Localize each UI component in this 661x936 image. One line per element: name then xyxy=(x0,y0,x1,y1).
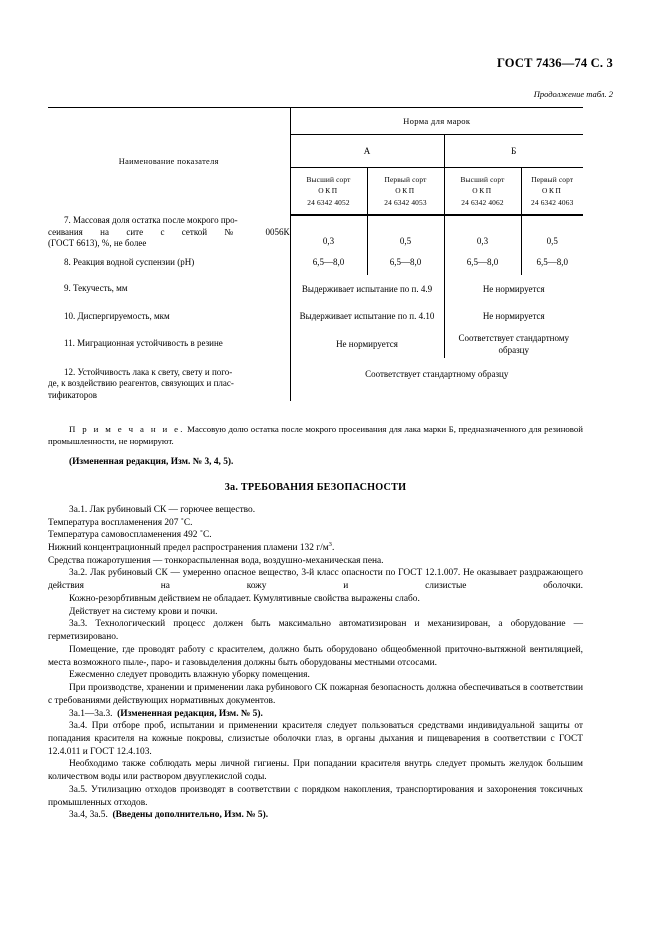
flame-limit-text: Нижний концентрационный предел распространения пламени 132 г/м xyxy=(48,542,329,553)
row-7-value-b-first: 0,5 xyxy=(521,215,583,250)
running-head-standard: ГОСТ 7436—74 С. 3 xyxy=(496,56,613,70)
revision-note-table-text: (Измененная редакция, Изм. № 3, 4, 5). xyxy=(69,457,234,468)
row-10-indicator xyxy=(48,303,290,331)
row-10-value-group-a: Выдерживает испытание по п. 4.10 xyxy=(290,303,444,331)
revision-note-table xyxy=(48,456,583,469)
row-8-value-b-high: 6,5—8,0 xyxy=(444,250,521,276)
header-grade-3-okp-label: ОКП xyxy=(542,186,563,196)
table-row xyxy=(48,303,583,331)
row-11-indicator xyxy=(48,330,290,358)
paragraph-fire-safety: При производстве, хранении и применении лака рубинового СК пожарная безопасность должна обеспечиваться в соответствии с требованиями действующих нормативных документов. xyxy=(48,683,583,706)
paragraph-ignition-temp: Температура воспламенения 207 ˚С. xyxy=(48,517,193,528)
row-7-value-a-high: 0,3 xyxy=(290,215,367,250)
row-8-indicator-text: 8. Реакция водной суспензии (pH) xyxy=(64,256,195,267)
paragraph-3a3: 3а.3. Технологический процесс должен быть максимально автоматизирован и механизирован, а оборудование — герметизировано. xyxy=(48,619,583,643)
header-grade-3 xyxy=(521,168,583,216)
header-grade-0 xyxy=(290,168,367,216)
row-8-value-b-first: 6,5—8,0 xyxy=(521,250,583,276)
paragraph-3a2: 3а.2. Лак рубиновый СК — умеренно опасное вещество, 3-й класс опасности по ГОСТ 12.1.007. Не оказывает раздражающего действия на кожу и слизистые оболочки. xyxy=(48,568,583,592)
row-10-value-group-b: Не нормируется xyxy=(444,303,583,331)
row-9-value-group-b: Не нормируется xyxy=(444,275,583,303)
table-row xyxy=(48,250,583,276)
row-8-indicator xyxy=(48,250,290,276)
header-grade-3-name: Первый сорт xyxy=(531,175,574,185)
row-7-value-b-high: 0,3 xyxy=(444,215,521,250)
table-row xyxy=(48,358,583,402)
header-grade-2-okp-label: ОКП xyxy=(472,186,493,196)
header-grade-2 xyxy=(444,168,521,216)
revision-3a1-3a3-bold: (Измененная редакция, Изм. № 5). xyxy=(117,708,263,719)
revision-3a4-3a5-bold: (Введены дополнительно, Изм. № 5). xyxy=(112,810,269,821)
header-grade-1-okp-label: ОКП xyxy=(395,186,416,196)
paragraph-cleaning: Ежесменно следует проводить влажную уборку помещения. xyxy=(69,670,310,681)
header-grade-1-name: Первый сорт xyxy=(384,175,427,185)
row-9-indicator xyxy=(48,275,290,303)
row-7-indicator-line3: (ГОСТ 6613), %, не более xyxy=(48,238,147,249)
row-7-indicator-line2: сеивания на сите с сеткой № 0056К xyxy=(48,226,290,237)
revision-3a1-3a3-prefix: 3а.1—3а.3. xyxy=(69,708,113,719)
table-continuation-label: Продолжение табл. 2 xyxy=(533,89,613,99)
row-12-indicator-line1: 12. Устойчивость лака к свету, свету и пого- xyxy=(64,366,233,377)
row-8-value-a-first: 6,5—8,0 xyxy=(367,250,444,276)
header-grade-0-okp-code: 24 6342 4052 xyxy=(307,197,350,207)
paragraph-3a5: 3а.5. Утилизацию отходов производят в соответствии с порядком накопления, транспортирования и захоронения токсичных промышленных отходов. xyxy=(48,784,583,808)
note-label: П р и м е ч а н и е. xyxy=(69,424,185,434)
flame-limit-superscript: 3 xyxy=(328,540,332,548)
row-7-value-a-first: 0,5 xyxy=(367,215,444,250)
header-grade-0-name: Высший сорт xyxy=(306,175,351,185)
row-11-indicator-text: 11. Миграционная устойчивость в резине xyxy=(64,338,223,349)
table-row xyxy=(48,215,583,250)
row-10-indicator-text: 10. Диспергируемость, мкм xyxy=(64,310,170,321)
row-11-value-group-b: Соответствует стандартному образцу xyxy=(444,330,583,358)
specification-table xyxy=(48,107,583,401)
revision-3a4-3a5-prefix: 3а.4, 3а.5. xyxy=(69,810,108,821)
paragraph-hygiene: Необходимо также соблюдать меры личной гигиены. При попадании красителя внутрь следует промыть желудок большим количеством воды или раствором двууглекислой соды. xyxy=(48,759,583,783)
row-9-value-group-a: Выдерживает испытание по п. 4.9 xyxy=(290,275,444,303)
header-grade-0-okp-label: ОКП xyxy=(318,186,339,196)
paragraph-autoignition-temp: Температура самовоспламенения 492 ˚С. xyxy=(48,530,212,541)
header-grade-1-okp-code: 24 6342 4053 xyxy=(384,197,427,207)
paragraph-3a4: 3а.4. При отборе проб, испытании и применении красителя следует пользоваться средствами индивидуальной защиты от попадания красителя на кожные покровы, слизистые оболочки глаз, в органы дыхания и пищеварения в соответствии с ГОСТ 12.4.011 и ГОСТ 12.4.103. xyxy=(48,721,583,757)
row-12-indicator-line2: де, к воздействию реагентов, связующих и плас- xyxy=(48,378,234,389)
revision-note-3a4-3a5 xyxy=(48,809,583,822)
header-grade-2-name: Высший сорт xyxy=(460,175,505,185)
header-grade-2-okp-code: 24 6342 4062 xyxy=(461,197,504,207)
section-heading: 3а. ТРЕБОВАНИЯ БЕЗОПАСНОСТИ xyxy=(224,481,407,493)
flame-limit-tail: . xyxy=(331,542,335,553)
row-12-value-all: Соответствует стандартному образцу xyxy=(290,358,583,402)
row-9-indicator-text: 9. Текучесть, мм xyxy=(64,283,128,294)
header-norm-for-marks: Норма для марок xyxy=(290,108,583,135)
paragraph-fire-suppression: Средства пожаротушения — тонкораспыленная вода, воздушно-механическая пена. xyxy=(48,555,384,566)
paragraph-skin-absorption: Кожно-резорбтивным действием не обладает. Кумулятивные свойства выражены слабо. xyxy=(69,593,420,604)
table-row xyxy=(48,330,583,358)
paragraph-flame-limit xyxy=(48,542,583,555)
table-header-row-group xyxy=(48,108,583,135)
row-12-indicator xyxy=(48,358,290,402)
row-11-value-group-a: Не нормируется xyxy=(290,330,444,358)
paragraph-ventilation: Помещение, где проводят работу с красителем, должно быть оборудовано общеобменной приточно-вытяжной вентиляцией, места возможного пыле-, паро- и газовыделения должны быть оборудованы местными отсосами. xyxy=(48,644,583,668)
paragraph-3a1: 3а.1. Лак рубиновый СК — горючее вещество. xyxy=(69,504,256,515)
specification-table-wrapper xyxy=(48,107,583,401)
row-7-indicator xyxy=(48,215,290,250)
row-7-indicator-line1: 7. Массовая доля остатка после мокрого про- xyxy=(64,215,238,225)
row-8-value-a-high: 6,5—8,0 xyxy=(290,250,367,276)
header-grade-1 xyxy=(367,168,444,216)
revision-note-3a1-3a3 xyxy=(48,708,583,721)
header-mark-b: Б xyxy=(444,135,583,168)
row-12-indicator-line3: тификаторов xyxy=(48,389,97,400)
body-text-block xyxy=(48,424,583,822)
header-indicator-name: Наименование показателя xyxy=(48,108,290,216)
paragraph-blood-kidneys: Действует на систему крови и почки. xyxy=(69,606,218,617)
header-grade-3-okp-code: 24 6342 4063 xyxy=(531,197,574,207)
table-note xyxy=(48,424,583,447)
header-mark-a: А xyxy=(290,135,444,168)
note-text: Массовую долю остатка после мокрого просеивания для лака марки Б, предназначенного для резиновой промышленности, не нормируют. xyxy=(48,424,583,446)
table-row xyxy=(48,275,583,303)
